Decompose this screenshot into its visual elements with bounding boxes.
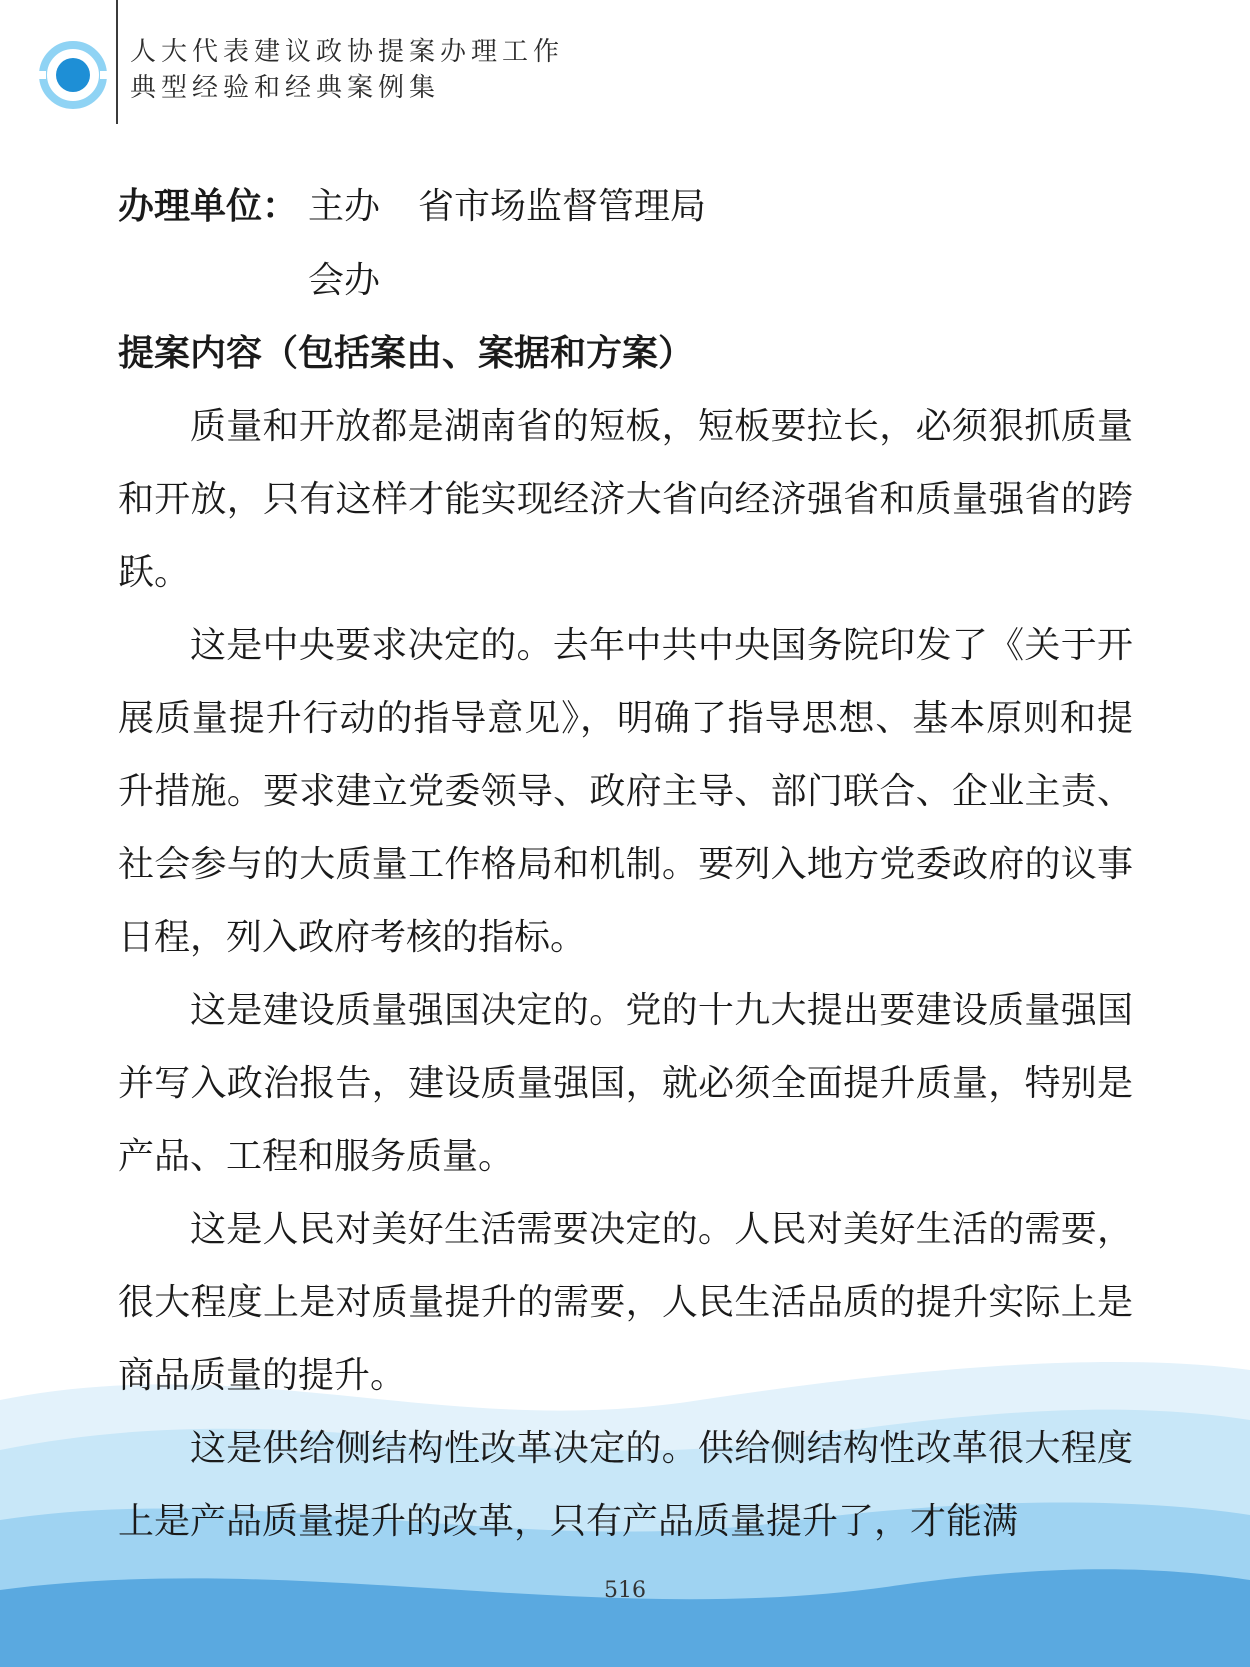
page-header [0,0,1250,125]
header-title-line-2: 典型经验和经典案例集 [130,73,441,103]
header-divider [116,0,118,124]
page-content [118,170,1133,1558]
header-title [130,34,564,106]
lead-role: 主办 [308,186,381,227]
co-role: 会办 [308,260,381,301]
header-title-line-1: 人大代表建议政协提案办理工作 [130,37,565,67]
proposal-heading: 提案内容（包括案由、案据和方案） [118,333,695,374]
paragraph: 这是人民对美好生活需要决定的。人民对美好生活的需要，很大程度上是对质量提升的需要，人民生活品质的提升实际上是商品质量的提升。 [118,1209,1133,1396]
page-number: 516 [604,1578,646,1603]
logo-icon [38,40,108,110]
co-handling-row [118,244,1133,318]
handling-unit-row [118,170,1133,244]
paragraph: 这是中央要求决定的。去年中共中央国务院印发了《关于开展质量提升行动的指导意见》，明确了指导思想、基本原则和提升措施。要求建立党委领导、政府主导、部门联合、企业主责、社会参与的大质量工作格局和机制。要列入地方党委政府的议事日程，列入政府考核的指标。 [118,625,1133,958]
paragraph: 这是供给侧结构性改革决定的。供给侧结构性改革很大程度上是产品质量提升的改革，只有产品质量提升了，才能满 [118,1428,1133,1542]
lead-department: 省市场监督管理局 [418,186,707,227]
paragraph: 这是建设质量强国决定的。党的十九大提出要建设质量强国并写入政治报告，建设质量强国，就必须全面提升质量，特别是产品、工程和服务质量。 [118,990,1133,1177]
paragraph: 质量和开放都是湖南省的短板，短板要拉长，必须狠抓质量和开放，只有这样才能实现经济大省向经济强省和质量强省的跨跃。 [118,406,1133,593]
handling-unit-label: 办理单位： [118,186,299,227]
